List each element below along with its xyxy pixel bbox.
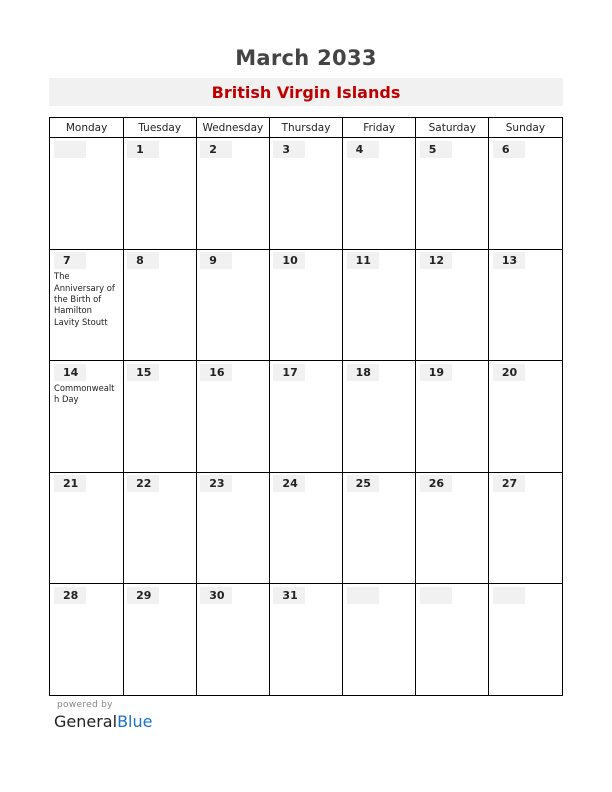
day-cell[interactable] [269,361,342,472]
day-number: 19 [428,365,445,379]
day-number: 2 [209,143,217,156]
day-number: 8 [136,254,144,268]
weekday-header: Tuesday [138,122,182,134]
day-cell[interactable] [489,249,562,360]
weekday-header: Saturday [428,122,476,134]
day-number: 1 [136,143,144,156]
day-number: 3 [282,143,291,156]
day-cell[interactable] [489,584,562,695]
day-number: 26 [428,477,445,491]
powered-by-text: powered by [57,700,113,710]
weekday-header: Friday [363,122,396,134]
country-name: British Virgin Islands [211,83,401,102]
day-cell[interactable] [123,584,196,695]
day-number: 18 [355,365,371,379]
day-number [347,587,379,604]
day-number: 14 [63,365,79,379]
day-number: 21 [63,477,79,491]
day-number: 22 [136,477,152,491]
holiday-label: The Anniversary of the Birth of Hamilton Lavity Stoutt [54,271,115,327]
calendar-grid [49,117,563,696]
generalblue-logo[interactable] [54,712,152,731]
day-number: 24 [282,477,298,491]
day-cell[interactable] [489,361,562,472]
day-number: 29 [136,588,152,602]
day-number: 13 [501,254,518,268]
day-cell[interactable] [269,584,342,695]
day-cell[interactable] [416,138,489,249]
day-number: 20 [501,365,518,379]
day-number: 11 [355,254,371,268]
weekday-header: Wednesday [202,122,264,134]
day-number: 7 [63,254,71,268]
day-number: 4 [355,143,364,156]
day-number: 23 [209,477,225,491]
day-cell[interactable] [50,138,123,249]
day-cell[interactable] [123,138,196,249]
day-number: 12 [428,254,445,268]
day-cell[interactable] [269,249,342,360]
day-cell[interactable] [50,472,123,583]
day-cell[interactable] [269,472,342,583]
holiday-label: Commonwealth Day [54,382,115,405]
day-number: 31 [282,588,298,602]
day-number: 5 [428,143,437,156]
day-cell[interactable] [416,249,489,360]
day-number: 25 [355,477,371,491]
day-cell[interactable] [343,138,416,249]
day-cell[interactable] [50,584,123,695]
day-cell[interactable] [196,249,269,360]
day-cell[interactable] [416,472,489,583]
day-cell[interactable] [123,249,196,360]
day-number: 30 [209,588,225,602]
day-number: 16 [209,365,225,379]
day-cell[interactable] [196,361,269,472]
day-cell[interactable] [343,472,416,583]
day-number: 28 [63,588,79,602]
day-number: 10 [282,254,298,268]
brand-blue-text: Blue [117,712,153,731]
weekday-header: Sunday [505,122,546,134]
day-cell[interactable] [343,361,416,472]
day-cell[interactable] [416,584,489,695]
day-cell[interactable] [123,472,196,583]
day-number: 6 [501,143,510,156]
day-cell[interactable] [416,361,489,472]
day-cell[interactable] [343,584,416,695]
day-number [420,587,452,604]
day-cell[interactable] [196,138,269,249]
day-cell[interactable] [269,138,342,249]
day-cell[interactable] [489,472,562,583]
day-cell[interactable] [196,584,269,695]
day-cell[interactable] [196,472,269,583]
day-cell[interactable] [50,361,123,472]
weekday-header-row [50,118,562,138]
day-number: 9 [209,254,217,268]
day-number: 17 [282,365,298,379]
day-number [493,587,525,604]
country-banner [49,78,563,106]
brand-general-text: General [54,712,118,731]
day-number: 15 [136,365,152,379]
weekday-header: Monday [65,122,108,134]
weekday-header: Thursday [281,122,331,134]
day-number: 27 [501,477,518,491]
day-cell[interactable] [50,249,123,360]
page-title: March 2033 [235,46,377,70]
day-cell[interactable] [123,361,196,472]
day-cell[interactable] [489,138,562,249]
day-cell[interactable] [343,249,416,360]
day-number [54,141,86,158]
